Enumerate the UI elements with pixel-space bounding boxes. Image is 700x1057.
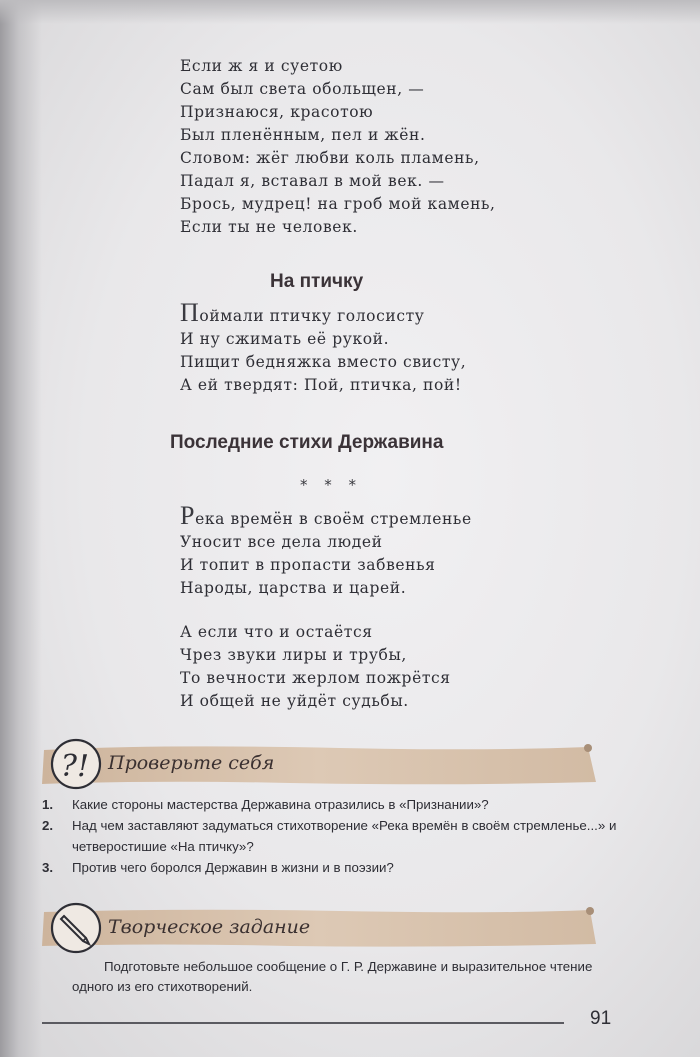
creative-task-text: Подготовьте небольшое сообщение о Г. Р. Державине и выразительное чтение одного из его стихотворений.	[72, 959, 593, 994]
question-number: 3.	[42, 860, 54, 875]
asterism: * * *	[300, 476, 363, 494]
question-text: Против чего боролся Державин в жизни и в поэзии?	[72, 860, 394, 875]
svg-text:?!: ?!	[60, 749, 90, 784]
poem-last-stanza-1	[180, 501, 472, 600]
verse-line-first	[180, 501, 472, 531]
question-item	[42, 857, 622, 878]
question-number: 1.	[42, 797, 54, 812]
verse-line: Если ты не человек.	[180, 218, 358, 236]
verse-line: А если что и остаётся	[180, 623, 373, 641]
drop-cap: П	[180, 298, 200, 327]
question-exclamation-icon	[48, 736, 104, 792]
creative-task-banner	[40, 906, 600, 952]
check-yourself-title: Проверьте себя	[108, 752, 275, 774]
verse-line: И общей не уйдёт судьбы.	[180, 692, 409, 710]
verse-line: Признаюся, красотою	[180, 103, 374, 121]
verse-line: Брось, мудрец! на гроб мой камень,	[180, 195, 496, 213]
verse-line: Пищит бедняжка вместо свисту,	[180, 353, 467, 371]
verse-line: Уносит все дела людей	[180, 533, 383, 551]
verse-line: И ну сжимать её рукой.	[180, 330, 390, 348]
questions-list	[42, 794, 622, 878]
question-number: 2.	[42, 818, 54, 833]
question-item	[42, 794, 622, 815]
verse-line: Падал я, вставал в мой век. —	[180, 172, 445, 190]
page-spine-shadow	[0, 0, 42, 1057]
poem-last-stanza-2	[180, 621, 451, 713]
drop-cap: Р	[180, 501, 196, 530]
verse-line: А ей твердят: Пой, птичка, пой!	[180, 376, 462, 394]
verse-line-first	[180, 298, 466, 328]
verse-line: Народы, царства и царей.	[180, 579, 407, 597]
poem-confession-stanza	[180, 55, 496, 239]
footer-divider	[42, 1022, 564, 1024]
verse-line-rest: ека времён в своём стремленье	[195, 510, 472, 528]
verse-line: И топит в пропасти забвенья	[180, 556, 436, 574]
verse-line: Если ж я и суетою	[180, 57, 343, 75]
question-text: Над чем заставляют задуматься стихотворение «Река времён в своём стремленье...» и четверостишие «На птичку»?	[72, 818, 617, 854]
poem-title-last: Последние стихи Державина	[170, 432, 444, 453]
verse-line: Чрез звуки лиры и трубы,	[180, 646, 407, 664]
verse-line: Сам был света обольщен, —	[180, 80, 425, 98]
verse-line-rest: оймали птичку голосисту	[199, 307, 425, 325]
pencil-icon	[48, 900, 104, 956]
verse-line: То вечности жерлом пожрётся	[180, 669, 451, 687]
question-item	[42, 815, 622, 857]
poem-title-bird: На птичку	[270, 271, 364, 292]
verse-line: Словом: жёг любви коль пламень,	[180, 149, 480, 167]
poem-bird	[180, 298, 467, 397]
page-number: 91	[590, 1008, 612, 1029]
check-yourself-banner	[40, 742, 600, 788]
question-text: Какие стороны мастерства Державина отразились в «Признании»?	[72, 797, 489, 812]
page-top-shadow	[0, 0, 700, 24]
creative-task-title: Творческое задание	[108, 916, 311, 938]
verse-line: Был пленённым, пел и жён.	[180, 126, 426, 144]
